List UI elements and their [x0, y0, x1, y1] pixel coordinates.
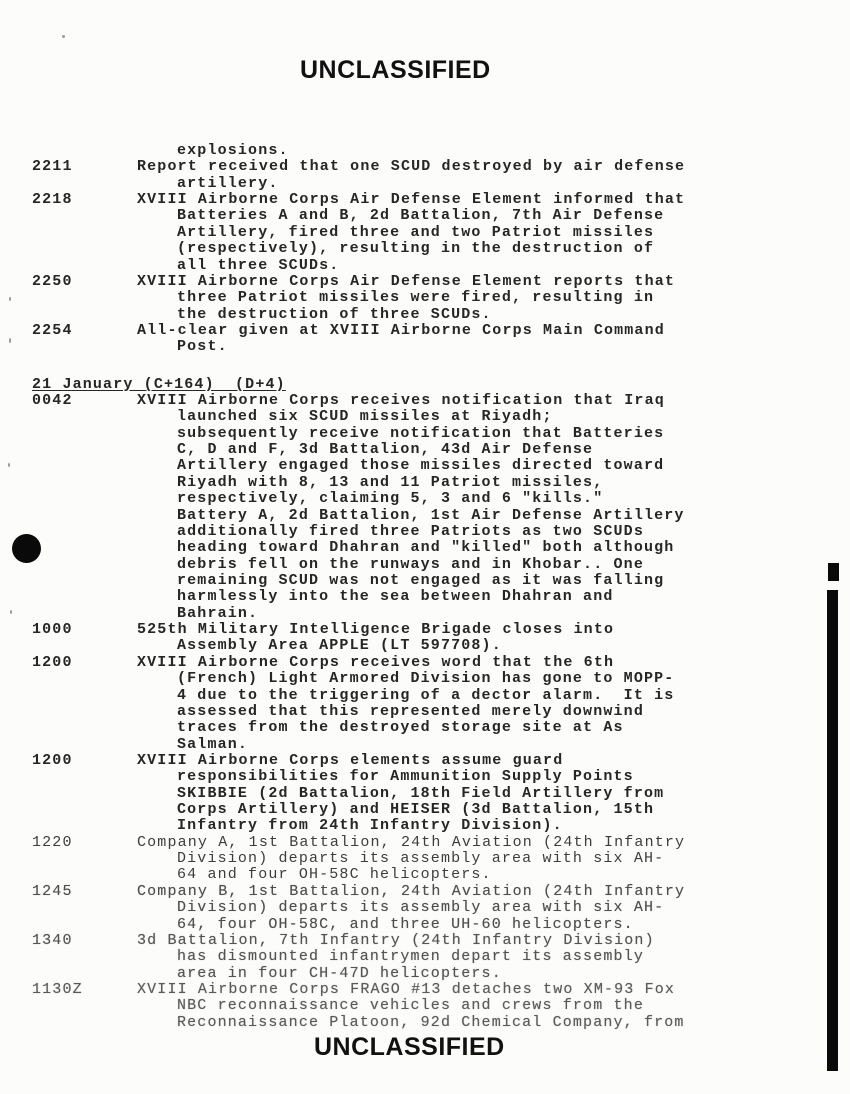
entry-line: Riyadh with 8, 13 and 11 Patriot missiles,: [177, 473, 604, 491]
entry-time: 0042: [32, 392, 73, 410]
entry-line: Artillery engaged those missiles directed toward: [177, 457, 665, 475]
entry-time: 1200: [32, 653, 73, 671]
entry-line: remaining SCUD was not engaged as it was falling: [177, 571, 665, 589]
entry-time: 2254: [32, 321, 73, 339]
section-heading: 21 January (C+164) (D+4): [32, 375, 286, 393]
entry-line: 64, four OH-58C, and three UH-60 helicopters.: [177, 915, 634, 933]
entry-line: harmlessly into the sea between Dhahran and: [177, 588, 614, 606]
log-entry: [0, 622, 850, 655]
log-entry: [0, 143, 850, 159]
entry-line: Post.: [177, 338, 228, 356]
entry-line: three Patriot missiles were fired, resulting in: [177, 289, 655, 307]
entry-line: XVIII Airborne Corps Air Defense Element informed that: [137, 191, 686, 209]
entry-line: Assembly Area APPLE (LT 597708).: [177, 637, 502, 655]
entry-line: Company B, 1st Battalion, 24th Aviation (24th Infantry: [137, 882, 686, 900]
entry-time: 1220: [32, 833, 73, 851]
log-entry: [0, 884, 850, 933]
classification-header: UNCLASSIFIED: [300, 56, 491, 84]
log-section: [0, 377, 850, 1031]
entry-line: Infantry from 24th Infantry Division).: [177, 817, 563, 835]
hole-punch-mark: [12, 534, 41, 563]
entry-line: additionally fired three Patriots as two SCUDs: [177, 522, 644, 540]
classification-footer: UNCLASSIFIED: [314, 1033, 505, 1061]
log-entry: [0, 323, 850, 356]
log-entry: [0, 655, 850, 753]
entry-line: NBC reconnaissance vehicles and crews from the: [177, 997, 644, 1015]
entry-line: explosions.: [177, 142, 289, 159]
entry-time: 2218: [32, 191, 73, 209]
log-entry: [0, 159, 850, 192]
entry-line: Bahrain.: [177, 604, 259, 622]
entry-line: SKIBBIE (2d Battalion, 18th Field Artillery from: [177, 784, 665, 802]
log-entry: [0, 192, 850, 274]
entry-line: respectively, claiming 5, 3 and 6 "kills.": [177, 490, 604, 508]
scan-speckle: [9, 297, 11, 301]
entry-line: (respectively), resulting in the destruction of: [177, 240, 655, 258]
entry-line: launched six SCUD missiles at Riyadh;: [177, 408, 553, 426]
log-section: [0, 143, 850, 356]
entry-line: Division) departs its assembly area with six AH-: [177, 899, 665, 917]
log-entry: [0, 393, 850, 622]
entry-line: Report received that one SCUD destroyed by air defense: [137, 158, 686, 176]
redaction-bar-mark: [827, 590, 838, 1071]
entry-line: Salman.: [177, 735, 249, 753]
entry-line: assessed that this represented merely downwind: [177, 702, 644, 720]
scan-speckle: [10, 610, 12, 614]
entry-line: debris fell on the runways and in Khobar.. One: [177, 555, 644, 573]
entry-line: Battery A, 2d Battalion, 1st Air Defense Artillery: [177, 506, 685, 524]
entry-line: area in four CH-47D helicopters.: [177, 964, 502, 982]
entry-line: traces from the destroyed storage site at As: [177, 719, 624, 737]
redaction-square-mark: [828, 563, 839, 581]
entry-line: All-clear given at XVIII Airborne Corps Main Command: [137, 321, 665, 339]
entry-line: heading toward Dhahran and "killed" both although: [177, 539, 675, 557]
scan-speckle: [8, 463, 10, 467]
entry-line: artillery.: [177, 174, 279, 192]
entry-line: has dismounted infantrymen depart its assembly: [177, 948, 644, 966]
log-entry: [0, 274, 850, 323]
entry-time: 1340: [32, 931, 73, 949]
entry-line: Corps Artillery) and HEISER (3d Battalion, 15th: [177, 801, 655, 819]
scan-speckle: [62, 35, 65, 38]
entry-line: Batteries A and B, 2d Battalion, 7th Air Defense: [177, 207, 665, 225]
scan-speckle: [9, 338, 11, 343]
entry-line: 4 due to the triggering of a dector alarm. It is: [177, 686, 675, 704]
entry-line: Artillery, fired three and two Patriot missiles: [177, 223, 655, 241]
entry-time: 1130Z: [32, 980, 83, 998]
entry-line: XVIII Airborne Corps Air Defense Element reports that: [137, 272, 676, 290]
entry-line: Division) departs its assembly area with six AH-: [177, 850, 665, 868]
entry-time: 1000: [32, 621, 73, 639]
entry-line: the destruction of three SCUDs.: [177, 305, 492, 323]
entry-time: 2211: [32, 158, 73, 176]
log-entry: [0, 982, 850, 1031]
entry-line: XVIII Airborne Corps receives word that the 6th: [137, 653, 615, 671]
entry-line: 3d Battalion, 7th Infantry (24th Infantry Division): [137, 931, 655, 949]
entry-line: C, D and F, 3d Battalion, 43d Air Defense: [177, 441, 594, 459]
entry-line: 525th Military Intelligence Brigade closes into: [137, 621, 615, 639]
entry-line: Reconnaissance Platoon, 92d Chemical Company, from: [177, 1013, 685, 1031]
log: [0, 143, 850, 1031]
entry-time: 1200: [32, 751, 73, 769]
entry-line: XVIII Airborne Corps elements assume guard: [137, 751, 564, 769]
entry-line: (French) Light Armored Division has gone to MOPP-: [177, 670, 675, 688]
log-entry: [0, 933, 850, 982]
entry-line: XVIII Airborne Corps receives notification that Iraq: [137, 392, 665, 410]
log-entry: [0, 753, 850, 835]
log-entry: [0, 835, 850, 884]
entry-line: Company A, 1st Battalion, 24th Aviation (24th Infantry: [137, 833, 686, 851]
entry-line: all three SCUDs.: [177, 256, 340, 274]
entry-time: 2250: [32, 272, 73, 290]
entry-line: subsequently receive notification that Batteries: [177, 424, 665, 442]
entry-line: 64 and four OH-58C helicopters.: [177, 866, 492, 884]
entry-line: responsibilities for Ammunition Supply Points: [177, 768, 634, 786]
entry-line: XVIII Airborne Corps FRAGO #13 detaches two XM-93 Fox: [137, 980, 676, 998]
entry-time: 1245: [32, 882, 73, 900]
